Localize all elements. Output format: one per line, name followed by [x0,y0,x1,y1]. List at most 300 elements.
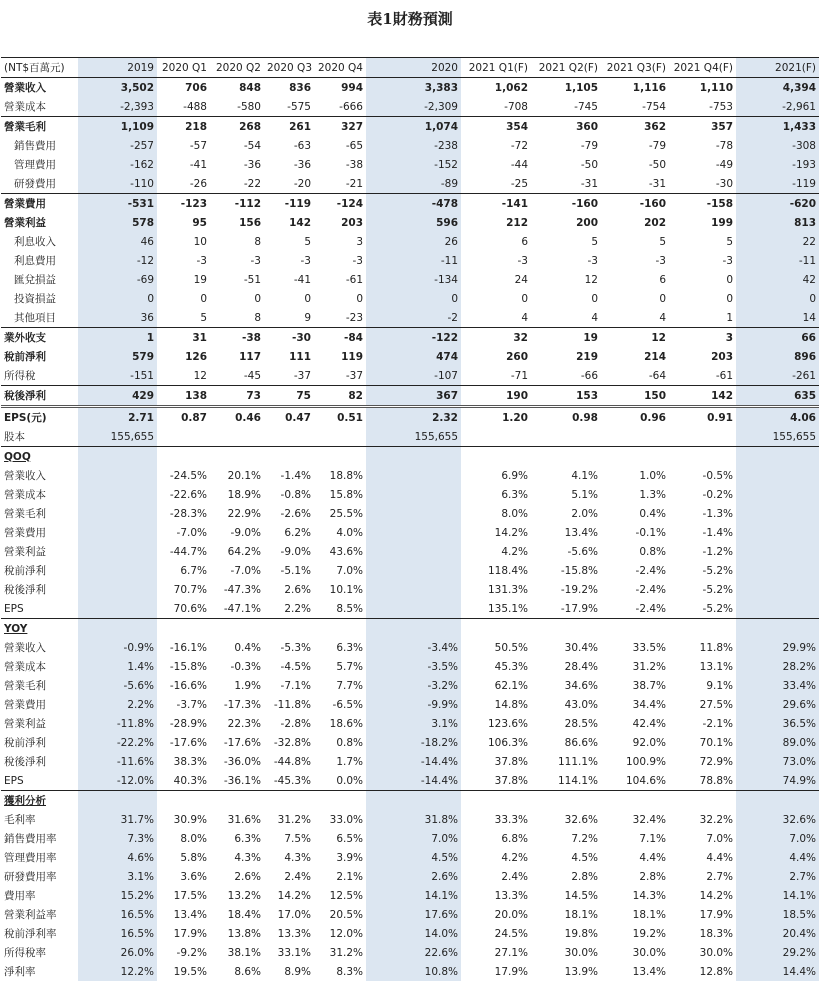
value-cell: 2.6% [284,583,311,596]
empty-cell [531,619,601,639]
value-cell: 24 [514,273,528,286]
value-cell: 4.0% [336,526,363,539]
value-cell: 117 [239,350,261,363]
value-cell: 0.51 [314,407,366,428]
value-cell: -119 [264,194,314,214]
value-cell: 7.5% [284,832,311,845]
value-cell: -63 [293,139,311,152]
row-label: 銷售費用率 [4,832,57,845]
value-cell: 1.9% [234,679,261,692]
value-cell [366,504,461,523]
value-cell: -162 [78,155,157,174]
value-cell [366,542,461,561]
value-cell: 14.2% [699,889,733,902]
value-cell: 4 [521,311,528,324]
table-row [1,78,819,98]
value-cell: 70.7% [173,583,207,596]
value-cell: -1.2% [702,545,733,558]
value-cell: -14.4% [366,752,461,771]
value-cell: -2,961 [736,97,819,117]
row-label: 營業費用 [4,526,46,539]
value-cell: -478 [366,194,461,214]
row-label: 稅後淨利 [1,386,78,407]
value-cell: 131.3% [487,583,528,596]
value-cell: 15.2% [78,886,157,905]
value-cell: 27.1% [494,946,528,959]
value-cell: 111.1% [557,755,598,768]
value-cell: 22 [736,232,819,251]
value-cell: -2 [366,308,461,328]
table-row [1,676,819,695]
value-cell: -7.0% [230,564,261,577]
row-label: 營業成本 [4,100,46,113]
value-cell: 4 [659,311,666,324]
value-cell: 706 [185,81,207,94]
empty-cell [601,619,669,639]
value-cell: 74.9% [736,771,819,791]
value-cell: -1.4% [280,469,311,482]
empty-cell [669,791,736,811]
value-cell: -41 [293,273,311,286]
empty-cell [78,447,157,467]
value-cell: 6.7% [180,564,207,577]
value-cell: 12.0% [329,927,363,940]
table-row [1,638,819,657]
value-cell: 13.3% [494,889,528,902]
value-cell: 4.4% [706,851,733,864]
value-cell: 596 [366,213,461,232]
value-cell: 33.0% [329,813,363,826]
table-row [1,117,819,137]
value-cell: 26 [366,232,461,251]
value-cell: 0 [659,292,666,305]
value-cell: -124 [314,194,366,214]
value-cell: -23 [345,311,363,324]
value-cell: 200 [576,216,598,229]
value-cell: 9.1% [706,679,733,692]
value-cell: 19.5% [173,965,207,978]
empty-cell [210,619,264,639]
value-cell: 43.6% [329,545,363,558]
value-cell: 2.2% [284,602,311,615]
report-title: 表1財務預測 [367,10,453,28]
row-label: 管理費用率 [4,851,57,864]
value-cell: 135.1% [487,602,528,615]
table-row [1,714,819,733]
value-cell: 31.2% [632,660,666,673]
table-row [1,136,819,155]
value-cell [366,466,461,485]
value-cell: -122 [366,328,461,348]
value-cell: 429 [78,386,157,407]
value-cell: 4.1% [571,469,598,482]
value-cell: 36 [78,308,157,328]
value-cell: 29.9% [736,638,819,657]
value-cell: 42 [736,270,819,289]
value-cell: 6.8% [501,832,528,845]
value-cell: -0.5% [702,469,733,482]
value-cell: 30.0% [564,946,598,959]
value-cell: 6.9% [501,469,528,482]
value-cell: -2.8% [280,717,311,730]
value-cell: 354 [461,117,531,137]
value-cell: -54 [243,139,261,152]
value-cell: 4 [591,311,598,324]
value-cell: 1 [726,311,733,324]
column-header: 2019 [78,58,157,78]
value-cell [736,485,819,504]
value-cell: 7.3% [78,829,157,848]
value-cell: -666 [339,100,363,113]
column-header: 2020 Q3 [264,58,314,78]
value-cell: 40.3% [173,774,207,787]
column-header: 2021(F) [736,58,819,78]
value-cell: -11 [366,251,461,270]
value-cell: -25 [510,177,528,190]
value-cell: 2.7% [736,867,819,886]
value-cell [736,542,819,561]
value-cell: 20.5% [329,908,363,921]
empty-cell [210,447,264,467]
value-cell: 24.5% [494,927,528,940]
value-cell: -84 [314,328,366,348]
value-cell: 19 [531,328,601,348]
value-cell: -0.2% [702,488,733,501]
value-cell: -11.6% [78,752,157,771]
value-cell: -141 [461,194,531,214]
value-cell: -51 [243,273,261,286]
value-cell: 22.6% [366,943,461,962]
value-cell: -30 [264,328,314,348]
value-cell: 106.3% [487,736,528,749]
value-cell: 66 [736,328,819,348]
value-cell: 0 [366,289,461,308]
value-cell: 474 [366,347,461,366]
value-cell: -3 [352,254,363,267]
value-cell: 5 [726,235,733,248]
row-label: 營業毛利 [1,117,78,137]
value-cell: 1,105 [564,81,598,94]
row-label: 稅前淨利 [4,736,46,749]
value-cell: 13.3% [277,927,311,940]
row-label: EPS [4,602,24,615]
value-cell: 3.1% [78,867,157,886]
value-cell: 104.6% [625,774,666,787]
value-cell: 38.1% [227,946,261,959]
value-cell: 578 [78,213,157,232]
value-cell: 199 [711,216,733,229]
value-cell: 32 [461,328,531,348]
unit-label: (NT$百萬元) [1,58,78,78]
value-cell: 14.1% [366,886,461,905]
column-header: 2021 Q1(F) [461,58,531,78]
empty-cell [264,619,314,639]
value-cell: 30.0% [699,946,733,959]
value-cell: 32.2% [699,813,733,826]
value-cell: -11.8% [78,714,157,733]
value-cell: -151 [78,366,157,386]
row-label: 營業利益 [4,717,46,730]
value-cell: 19 [193,273,207,286]
value-cell: -2.4% [635,564,666,577]
value-cell: -45 [243,369,261,382]
value-cell: 6.3% [234,832,261,845]
value-cell: 92.0% [632,736,666,749]
value-cell: -0.3% [230,660,261,673]
value-cell: -78 [715,139,733,152]
value-cell: 360 [531,117,601,137]
value-cell: 20.0% [494,908,528,921]
value-cell: 1,062 [494,81,528,94]
table-row [1,810,819,829]
row-label: 淨利率 [4,965,36,978]
column-header: 2020 Q4 [314,58,366,78]
value-cell: 150 [601,386,669,407]
row-label: 營業毛利 [4,507,46,520]
value-cell: 32.6% [564,813,598,826]
value-cell [736,599,819,619]
value-cell: 45.3% [494,660,528,673]
row-label: 管理費用 [14,158,56,171]
value-cell: -15.8% [169,660,207,673]
value-cell: 0 [304,292,311,305]
value-cell: -531 [78,194,157,214]
value-cell: 13.4% [564,526,598,539]
value-cell [531,427,601,447]
row-label: 所得稅率 [4,946,46,959]
value-cell: 0 [254,292,261,305]
value-cell: 5 [591,235,598,248]
value-cell: 218 [157,117,210,137]
value-cell [366,599,461,619]
value-cell: -37 [293,369,311,382]
value-cell: -65 [345,139,363,152]
empty-cell [461,619,531,639]
empty-cell [669,619,736,639]
value-cell: 19.8% [564,927,598,940]
value-cell: -12 [78,251,157,270]
value-cell: 38.3% [173,755,207,768]
value-cell: 6 [659,273,666,286]
value-cell: 0.98 [531,407,601,428]
value-cell [78,561,157,580]
value-cell: -3.5% [366,657,461,676]
column-header-row [1,58,819,78]
value-cell: 17.6% [366,905,461,924]
value-cell: 1,116 [632,81,666,94]
value-cell: 18.8% [329,469,363,482]
value-cell: 4.5% [571,851,598,864]
value-cell: 1.0% [639,469,666,482]
row-label: 稅後淨利 [4,755,46,768]
row-label: 業外收支 [1,328,78,348]
value-cell: 0.8% [639,545,666,558]
value-cell: -71 [510,369,528,382]
value-cell: 0 [356,292,363,305]
value-cell: 261 [264,117,314,137]
empty-cell [314,791,366,811]
value-cell: 0.96 [601,407,669,428]
column-header: 2020 Q1 [157,58,210,78]
row-label: 營業利益 [4,216,46,229]
value-cell: 4,394 [736,78,819,98]
value-cell: -17.9% [560,602,598,615]
value-cell: 17.9% [173,927,207,940]
value-cell: 14.0% [366,924,461,943]
value-cell [366,523,461,542]
value-cell: 4.4% [736,848,819,867]
row-label: 稅前淨利 [4,350,46,363]
table-row [1,523,819,542]
value-cell: -575 [287,100,311,113]
value-cell [78,542,157,561]
row-label: 投資損益 [14,292,56,305]
value-cell: 4.3% [284,851,311,864]
value-cell: -57 [189,139,207,152]
value-cell: 14 [736,308,819,328]
value-cell: -9.2% [176,946,207,959]
table-row [1,194,819,214]
value-cell: 0 [736,289,819,308]
value-cell: 70.6% [173,602,207,615]
row-label: 營業收入 [4,469,46,482]
value-cell: 31.6% [227,813,261,826]
value-cell: 155,655 [736,427,819,447]
value-cell: 848 [239,81,261,94]
value-cell [314,427,366,447]
value-cell: 579 [78,347,157,366]
value-cell: 2.8% [571,870,598,883]
value-cell: 19.2% [632,927,666,940]
value-cell: -3 [587,254,598,267]
value-cell: -15.8% [560,564,598,577]
empty-cell [669,447,736,467]
value-cell: 89.0% [736,733,819,752]
value-cell: 3.6% [180,870,207,883]
value-cell [366,561,461,580]
value-cell: -0.8% [280,488,311,501]
value-cell: -50 [648,158,666,171]
column-header: 2020 Q2 [210,58,264,78]
value-cell: -61 [345,273,363,286]
table-row [1,752,819,771]
row-label: 稅後淨利 [4,583,46,596]
table-row [1,427,819,447]
value-cell: -26 [189,177,207,190]
value-cell: -17.6% [223,736,261,749]
value-cell: 6 [521,235,528,248]
table-row [1,924,819,943]
value-cell: 357 [669,117,736,137]
value-cell: -14.4% [366,771,461,791]
value-cell: -49 [715,158,733,171]
value-cell: 7.0% [736,829,819,848]
value-cell: 86.6% [564,736,598,749]
value-cell: -3.7% [176,698,207,711]
value-cell: 22.9% [227,507,261,520]
value-cell: -79 [648,139,666,152]
row-label: 營業利益率 [4,908,57,921]
value-cell: 37.8% [494,774,528,787]
table-row [1,485,819,504]
value-cell: -5.3% [280,641,311,654]
value-cell: -754 [642,100,666,113]
value-cell: 1 [78,328,157,348]
section-header-row [1,619,819,639]
value-cell: -134 [366,270,461,289]
table-row [1,251,819,270]
value-cell: 62.1% [494,679,528,692]
value-cell: 2.71 [78,407,157,428]
value-cell: 13.2% [227,889,261,902]
row-label: 其他項目 [14,311,56,324]
value-cell: 6.5% [336,832,363,845]
row-label: 利息收入 [14,235,56,248]
value-cell: -580 [237,100,261,113]
value-cell: 13.9% [564,965,598,978]
value-cell: 12.5% [329,889,363,902]
value-cell: 142 [669,386,736,407]
value-cell: 100.9% [625,755,666,768]
value-cell: 5.1% [571,488,598,501]
row-label: 營業利益 [4,545,46,558]
value-cell: 13.1% [699,660,733,673]
value-cell: -61 [715,369,733,382]
value-cell: 25.5% [329,507,363,520]
section-header: 獲利分析 [1,791,78,811]
value-cell: 155,655 [366,427,461,447]
table-row [1,232,819,251]
value-cell: 0.8% [336,736,363,749]
value-cell: 28.5% [564,717,598,730]
value-cell [264,427,314,447]
value-cell: -620 [736,194,819,214]
value-cell: 2.2% [78,695,157,714]
value-cell: -708 [504,100,528,113]
value-cell: -22 [243,177,261,190]
value-cell: -17.3% [223,698,261,711]
value-cell: -107 [366,366,461,386]
empty-cell [78,791,157,811]
value-cell: 15.8% [329,488,363,501]
value-cell: 4.06 [736,407,819,428]
value-cell: 2.8% [639,870,666,883]
value-cell: 156 [239,216,261,229]
value-cell: 31.2% [329,946,363,959]
value-cell: -28.3% [169,507,207,520]
empty-cell [157,447,210,467]
value-cell: 2.0% [571,507,598,520]
value-cell: -50 [580,158,598,171]
table-row [1,407,819,428]
value-cell: 17.9% [699,908,733,921]
table-row [1,561,819,580]
value-cell [157,427,210,447]
value-cell: 12.8% [699,965,733,978]
value-cell: -31 [648,177,666,190]
value-cell: -9.0% [280,545,311,558]
value-cell: 5 [659,235,666,248]
value-cell: -152 [366,155,461,174]
value-cell: 82 [314,386,366,407]
value-cell: 18.1% [564,908,598,921]
value-cell: 27.5% [699,698,733,711]
value-cell [601,427,669,447]
value-cell [366,580,461,599]
value-cell: 202 [644,216,666,229]
value-cell: 9 [304,311,311,324]
value-cell: 2.4% [501,870,528,883]
